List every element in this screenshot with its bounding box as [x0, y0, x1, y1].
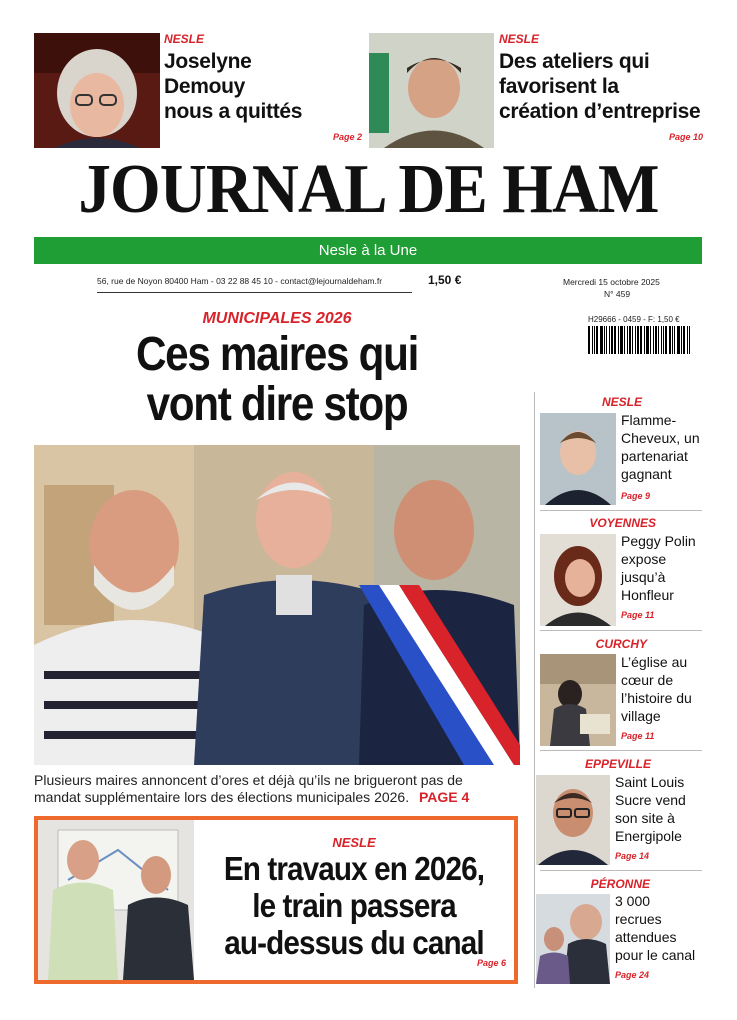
- train-headline-line: le train passera: [252, 887, 456, 924]
- main-headline[interactable]: [63, 330, 491, 430]
- teaser-2-kicker: NESLE: [499, 32, 540, 46]
- barcode-bar: [644, 326, 645, 354]
- sidebar-item-4-photo: [536, 775, 610, 865]
- teaser-2-title[interactable]: [499, 49, 700, 124]
- sidebar-item-5-photo: [536, 894, 610, 984]
- main-headline-line: vont dire stop: [146, 378, 408, 431]
- sidebar-item-4-kicker: EPPEVILLE: [584, 757, 651, 771]
- sidebar-divider: [540, 870, 702, 871]
- sidebar-item-4-title-line: son site à: [615, 810, 675, 826]
- sidebar-item-5-title-line: recrues: [615, 911, 662, 927]
- barcode-bar: [663, 326, 664, 354]
- barcode-bar: [650, 326, 651, 354]
- barcode-bar: [661, 326, 662, 354]
- sidebar-divider: [540, 750, 702, 751]
- address-line: 56, rue de Noyon 80400 Ham - 03 22 88 45 10 - contact@lejournaldeham.fr: [97, 276, 383, 286]
- sidebar-item-5-title[interactable]: [615, 892, 695, 964]
- sidebar-item-2-page-ref[interactable]: Page 11: [621, 610, 655, 620]
- sidebar-item-1-kicker: NESLE: [601, 395, 642, 409]
- train-page-ref[interactable]: Page 6: [476, 958, 506, 968]
- barcode-text: H29666 - 0459 - F: 1,50 €: [588, 315, 680, 324]
- barcode-bar: [689, 326, 690, 354]
- sidebar-item-4-page-ref[interactable]: Page 14: [615, 851, 650, 861]
- main-caption: [34, 772, 524, 806]
- barcode-bar: [646, 326, 649, 354]
- sidebar-item-2-title-line: Honfleur: [621, 587, 674, 603]
- barcode-bar: [640, 326, 642, 354]
- sidebar-item-3-photo: [540, 654, 616, 746]
- barcode-bar: [637, 326, 639, 354]
- sidebar-item-4-title-line: Energipole: [615, 828, 682, 844]
- barcode-bar: [596, 326, 598, 354]
- issue-date: Mercredi 15 octobre 2025: [563, 277, 660, 287]
- sidebar-item-5-kicker: PÉRONNE: [590, 877, 650, 891]
- barcode-bar: [588, 326, 590, 354]
- sidebar-item-3-title-line: l’histoire du: [621, 690, 692, 706]
- sidebar-item-3-page-ref[interactable]: Page 11: [621, 731, 655, 741]
- barcode-bar: [672, 326, 673, 354]
- train-headline-line: En travaux en 2026,: [223, 850, 485, 887]
- train-story-box[interactable]: [34, 816, 518, 984]
- sidebar-item-5-title-line: attendues: [615, 929, 677, 945]
- train-photo: [38, 820, 194, 980]
- barcode-bar: [655, 326, 657, 354]
- sidebar-divider: [540, 510, 702, 511]
- barcode-bar: [629, 326, 631, 354]
- barcode-bar: [594, 326, 595, 354]
- main-kicker: MUNICIPALES 2026: [202, 310, 352, 327]
- sidebar-divider: [540, 630, 702, 631]
- sidebar-item-1-title-line: Flamme-: [621, 412, 677, 428]
- address-underline: [97, 292, 412, 293]
- barcode-bar: [635, 326, 636, 354]
- teaser-1-title-line: Demouy: [164, 75, 246, 98]
- sidebar-item-2-photo: [540, 534, 616, 626]
- main-headline-line: Ces maires qui: [135, 328, 419, 381]
- teaser-2-title-line: favorisent la: [499, 75, 619, 98]
- sidebar-item-5-title-line: 3 000: [615, 893, 651, 909]
- sidebar-item-2-title-line: expose: [621, 551, 667, 567]
- barcode-bar: [632, 326, 633, 354]
- sidebar-item-3-title-line: cœur de: [621, 672, 674, 688]
- teaser-2-title-line: Des ateliers qui: [499, 50, 650, 73]
- barcode-bar: [677, 326, 680, 354]
- main-caption-line: Plusieurs maires annoncent d’ores et déjà qu’ils ne brigueront pas de: [34, 772, 463, 788]
- train-headline-line: au-dessus du canal: [224, 924, 484, 961]
- barcode-bar: [624, 326, 625, 354]
- sidebar-item-1-page-ref[interactable]: Page 9: [621, 491, 651, 501]
- teaser-1-title[interactable]: [164, 49, 302, 124]
- barcode-bar: [674, 326, 675, 354]
- main-photo-mayors: [34, 445, 520, 765]
- barcode-bar: [687, 326, 688, 354]
- sidebar-item-2-title[interactable]: [621, 532, 696, 604]
- sidebar-item-3-title-line: L’église au: [621, 654, 688, 670]
- barcode-bar: [681, 326, 682, 354]
- teaser-2-page-ref[interactable]: Page 10: [669, 132, 704, 142]
- barcode-bar: [606, 326, 607, 354]
- barcode-bar: [604, 326, 605, 354]
- sidebar-item-1-title-line: gagnant: [621, 466, 672, 482]
- barcode-bar: [627, 326, 628, 354]
- teaser-1-page-ref[interactable]: Page 2: [333, 132, 363, 142]
- sidebar-item-1-photo: [540, 413, 616, 505]
- barcode-bar: [609, 326, 610, 354]
- barcode-bar: [665, 326, 667, 354]
- masthead-subtitle-bar: Nesle à la Une: [34, 237, 702, 264]
- masthead-title: JOURNAL DE HAM: [78, 151, 659, 228]
- barcode-bar: [653, 326, 654, 354]
- main-caption-text: mandat supplémentaire lors des élections municipales 2026.: [34, 789, 410, 805]
- teaser-1-kicker: NESLE: [164, 32, 205, 46]
- main-caption-page-ref[interactable]: PAGE 4: [419, 789, 470, 805]
- sidebar-item-3-kicker: CURCHY: [595, 637, 647, 651]
- teaser-2-photo: [369, 33, 494, 148]
- sidebar-item-3-title[interactable]: [621, 653, 692, 725]
- teaser-1-title-line: Joselyne: [164, 50, 252, 73]
- teaser-1-photo: [34, 33, 160, 148]
- barcode-bar: [683, 326, 685, 354]
- sidebar-item-2-title-line: Peggy Polin: [621, 533, 696, 549]
- barcode-bar: [618, 326, 619, 354]
- teaser-2-title-line: création d’entreprise: [499, 100, 701, 123]
- main-caption-line-2: [34, 789, 524, 806]
- price: 1,50 €: [428, 273, 462, 287]
- sidebar-item-4-title-line: Sucre vend: [615, 792, 686, 808]
- sidebar-item-5-page-ref[interactable]: Page 24: [615, 970, 650, 980]
- barcode-bar: [614, 326, 616, 354]
- sidebar-item-1-title-line: Cheveux, un: [621, 430, 700, 446]
- sidebar-item-4-title[interactable]: [615, 773, 686, 845]
- sidebar-item-1-title[interactable]: [621, 411, 700, 483]
- barcode-bar: [600, 326, 603, 354]
- issue-number: N° 459: [604, 289, 631, 299]
- sidebar-item-2-title-line: jusqu’à: [621, 569, 666, 585]
- sidebar-vertical-line: [534, 392, 535, 988]
- sidebar-item-5-title-line: pour le canal: [615, 947, 696, 963]
- barcode-bar: [669, 326, 671, 354]
- barcode-bar: [592, 326, 593, 354]
- sidebar-item-3-title-line: village: [621, 708, 661, 724]
- sidebar-item-4-title-line: Saint Louis: [615, 774, 685, 790]
- sidebar-item-1-title-line: partenariat: [621, 448, 688, 464]
- barcode-bar: [611, 326, 613, 354]
- train-headline: [210, 850, 498, 961]
- teaser-1-title-line: nous a quittés: [164, 100, 303, 123]
- sidebar-item-2-kicker: VOYENNES: [589, 516, 656, 530]
- barcode: [588, 326, 696, 354]
- barcode-bar: [658, 326, 659, 354]
- barcode-bar: [620, 326, 623, 354]
- train-kicker: NESLE: [332, 835, 376, 850]
